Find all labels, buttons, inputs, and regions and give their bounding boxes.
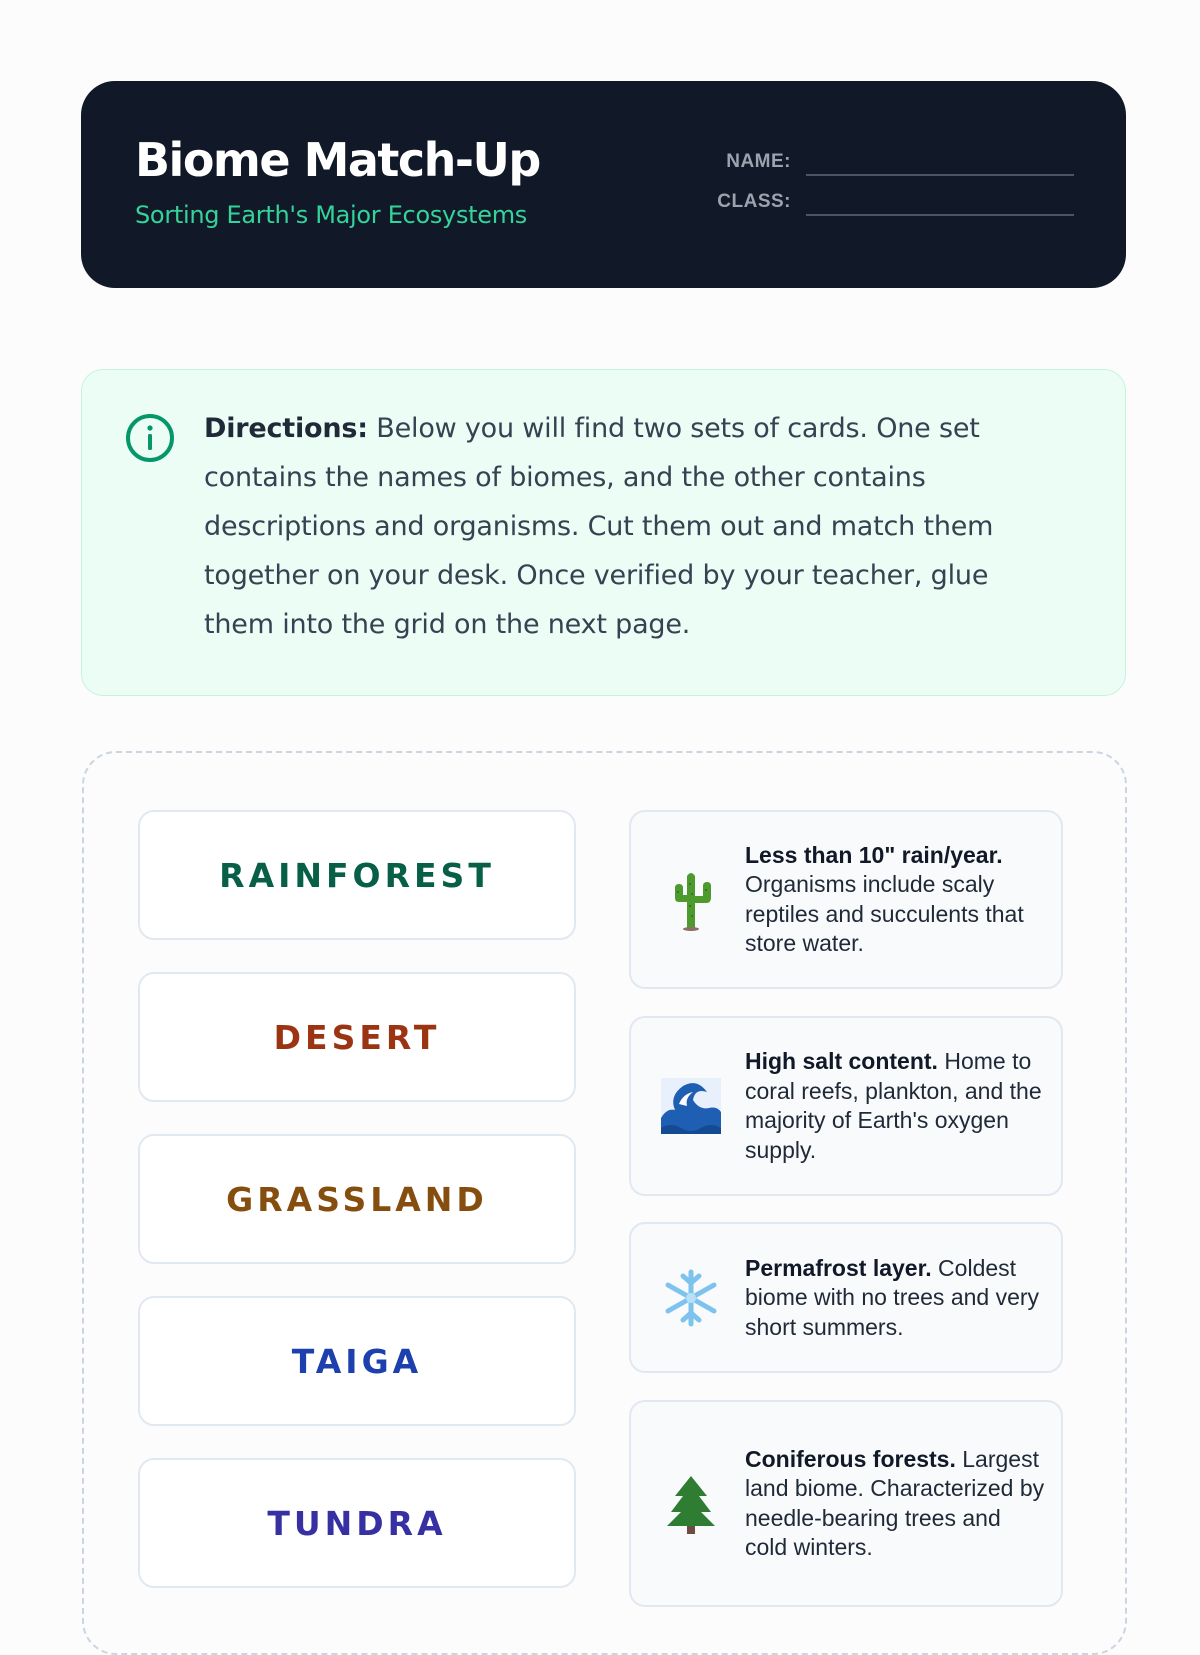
biome-card-tundra[interactable]: TUNDRA — [138, 1458, 576, 1588]
class-label: CLASS: — [717, 191, 791, 212]
worksheet-header — [81, 81, 1126, 288]
wave-icon — [661, 1074, 721, 1138]
description-text: Permafrost layer. Coldest biome with no trees and very short summers. — [745, 1254, 1040, 1340]
snowflake-icon — [661, 1266, 721, 1330]
evergreen-tree-icon — [661, 1472, 721, 1536]
page-subtitle: Sorting Earth's Major Ecosystems — [135, 201, 528, 229]
info-icon — [124, 412, 176, 464]
name-label: NAME: — [726, 151, 791, 172]
biome-card-grassland[interactable]: GRASSLAND — [138, 1134, 576, 1264]
description-card-taiga[interactable] — [629, 1400, 1063, 1607]
name-field-line — [806, 174, 1074, 176]
description-card-tundra[interactable] — [629, 1222, 1063, 1373]
directions-body: Below you will find two sets of cards. One set contains the names of biomes, and the other contains descriptions and organisms. Cut them out and match them together on your desk. Once verified by your teacher, glue them into the grid on the next page. — [204, 413, 994, 640]
directions-box — [81, 369, 1126, 696]
description-text: Coniferous forests. Largest land biome. Characterized by needle-bearing trees and cold winters. — [745, 1445, 1045, 1560]
directions-lead: Directions: — [204, 413, 368, 444]
description-text: Less than 10" rain/year. Organisms include scaly reptiles and succulents that store water. — [745, 841, 1024, 956]
description-card-desert[interactable] — [629, 810, 1063, 989]
biome-card-desert[interactable]: DESERT — [138, 972, 576, 1102]
directions-text — [204, 404, 1054, 649]
cactus-icon — [661, 868, 721, 932]
description-text: High salt content. Home to coral reefs, plankton, and the majority of Earth's oxygen supply. — [745, 1048, 1042, 1163]
biome-card-taiga[interactable]: TAIGA — [138, 1296, 576, 1426]
description-card-ocean[interactable] — [629, 1016, 1063, 1196]
page-title: Biome Match-Up — [135, 133, 540, 187]
biome-card-rainforest[interactable]: RAINFOREST — [138, 810, 576, 940]
class-field-line — [806, 214, 1074, 216]
